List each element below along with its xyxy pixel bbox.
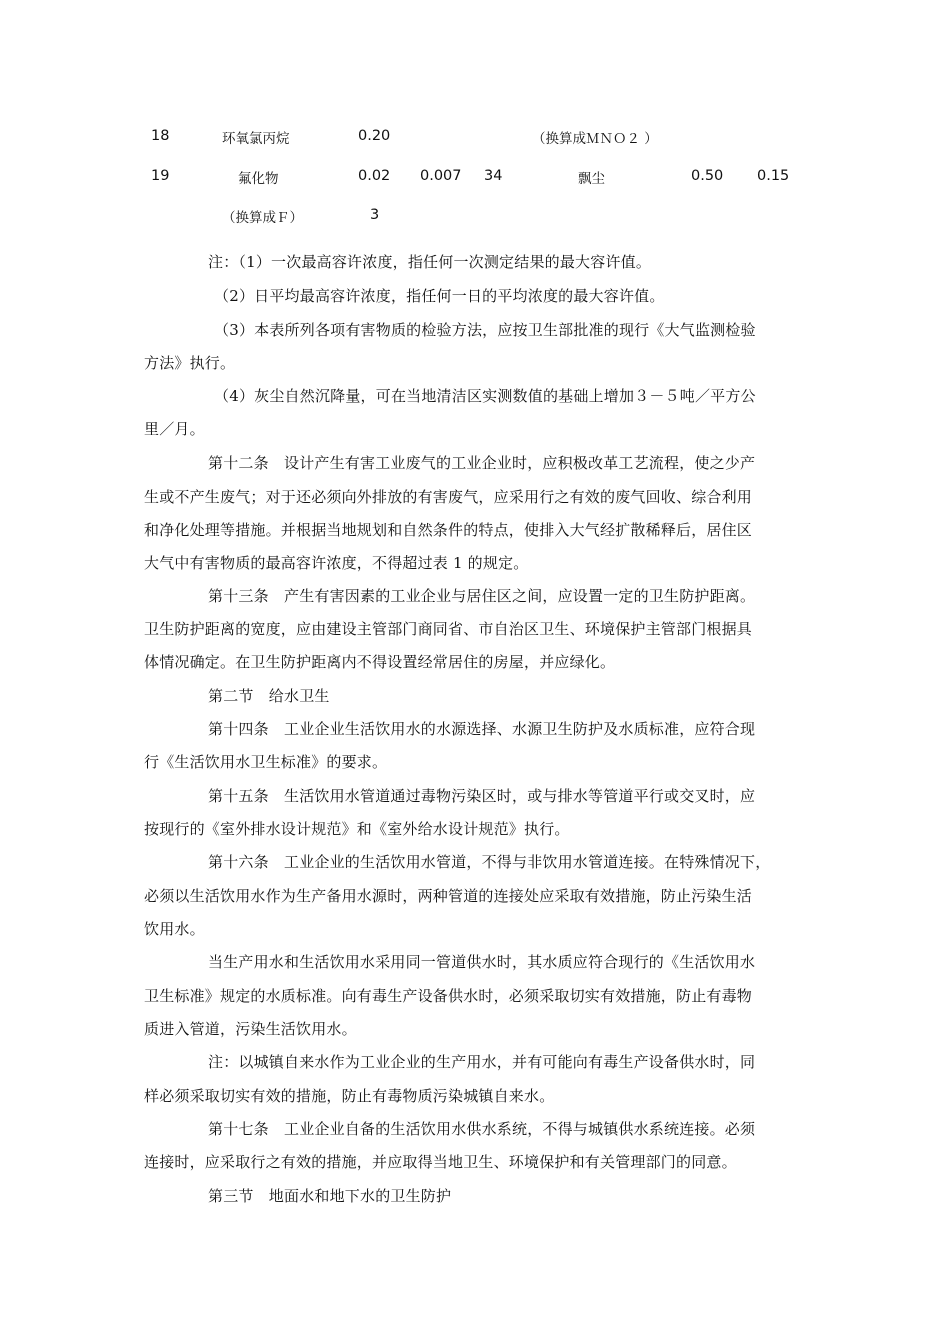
value-cell: 0.50	[691, 168, 724, 184]
row-number: 19	[151, 168, 170, 184]
text-line: 当生产用水和生活饮用水采用同一管道供水时，其水质应符合现行的《生活饮用水	[208, 953, 756, 971]
substance-name: 氟化物	[238, 171, 279, 187]
section-heading: 第二节 给水卫生	[208, 687, 330, 705]
substance-name: 飘尘	[578, 171, 605, 187]
text-line: 第十四条 工业企业生活饮用水的水源选择、水源卫生防护及水质标准，应符合现	[208, 720, 756, 738]
text-line: 和净化处理等措施。并根据当地规划和自然条件的特点，使排入大气经扩散稀释后，居住区	[144, 521, 753, 539]
text-line: 连接时，应采取行之有效的措施，并应取得当地卫生、环境保护和有关管理部门的同意。	[144, 1153, 737, 1171]
note-line: 里／月。	[144, 420, 205, 438]
text-line: 生或不产生废气；对于还必须向外排放的有害废气，应采用行之有效的废气回收、综合利用	[144, 488, 753, 506]
text-line: 饮用水。	[144, 920, 205, 938]
row-number: 34	[484, 168, 503, 184]
text-line: 注：以城镇自来水作为工业企业的生产用水，并有可能向有毒生产设备供水时，同	[208, 1053, 756, 1071]
value-cell: 3	[370, 207, 380, 223]
text-line: 第十五条 生活饮用水管道通过毒物污染区时，或与排水等管道平行或交叉时，应	[208, 787, 756, 805]
text-line: 质进入管道，污染生活饮用水。	[144, 1020, 357, 1038]
value-cell: 0.20	[358, 128, 391, 144]
value-cell: 0.007	[420, 168, 462, 184]
text-line: 大气中有害物质的最高容许浓度，不得超过表 1 的规定。	[144, 554, 529, 572]
text-line: 体情况确定。在卫生防护距离内不得设置经常居住的房屋，并应绿化。	[144, 653, 616, 671]
text-line: 卫生标准》规定的水质标准。向有毒生产设备供水时，必须采取切实有效措施，防止有毒物	[144, 987, 753, 1005]
value-cell: 0.02	[358, 168, 391, 184]
note-line: 方法》执行。	[144, 354, 236, 372]
text-line: 第十七条 工业企业自备的生活饮用水供水系统，不得与城镇供水系统连接。必须	[208, 1120, 756, 1138]
text-line: 必须以生活饮用水作为生产备用水源时，两种管道的连接处应采取有效措施，防止污染生活	[144, 887, 753, 905]
text-line: 样必须采取切实有效的措施，防止有毒物质污染城镇自来水。	[144, 1087, 555, 1105]
text-line: 第十二条 设计产生有害工业废气的工业企业时，应积极改革工艺流程，使之少产	[208, 454, 756, 472]
text-line: 行《生活饮用水卫生标准》的要求。	[144, 753, 388, 771]
text-line: 第十六条 工业企业的生活饮用水管道，不得与非饮用水管道连接。在特殊情况下，	[208, 853, 771, 871]
note-line: （3）本表所列各项有害物质的检验方法，应按卫生部批准的现行《大气监测检验	[214, 321, 756, 339]
conversion-note: （换算成ＭＮＯ２ ）	[532, 131, 658, 147]
note-line: （2）日平均最高容许浓度，指任何一日的平均浓度的最大容许值。	[214, 287, 665, 305]
section-heading: 第三节 地面水和地下水的卫生防护	[208, 1187, 452, 1205]
text-line: 卫生防护距离的宽度，应由建设主管部门商同省、市自治区卫生、环境保护主管部门根据具	[144, 620, 753, 638]
text-line: 第十三条 产生有害因素的工业企业与居住区之间，应设置一定的卫生防护距离。	[208, 587, 756, 605]
note-line: 注：（1）一次最高容许浓度，指任何一次测定结果的最大容许值。	[208, 253, 652, 271]
substance-name: 环氧氯丙烷	[222, 131, 290, 147]
conversion-note: （换算成Ｆ）	[222, 210, 303, 226]
text-line: 按现行的《室外排水设计规范》和《室外给水设计规范》执行。	[144, 820, 570, 838]
row-number: 18	[151, 128, 170, 144]
value-cell: 0.15	[757, 168, 790, 184]
note-line: （4）灰尘自然沉降量，可在当地清洁区实测数值的基础上增加３－５吨／平方公	[214, 387, 756, 405]
